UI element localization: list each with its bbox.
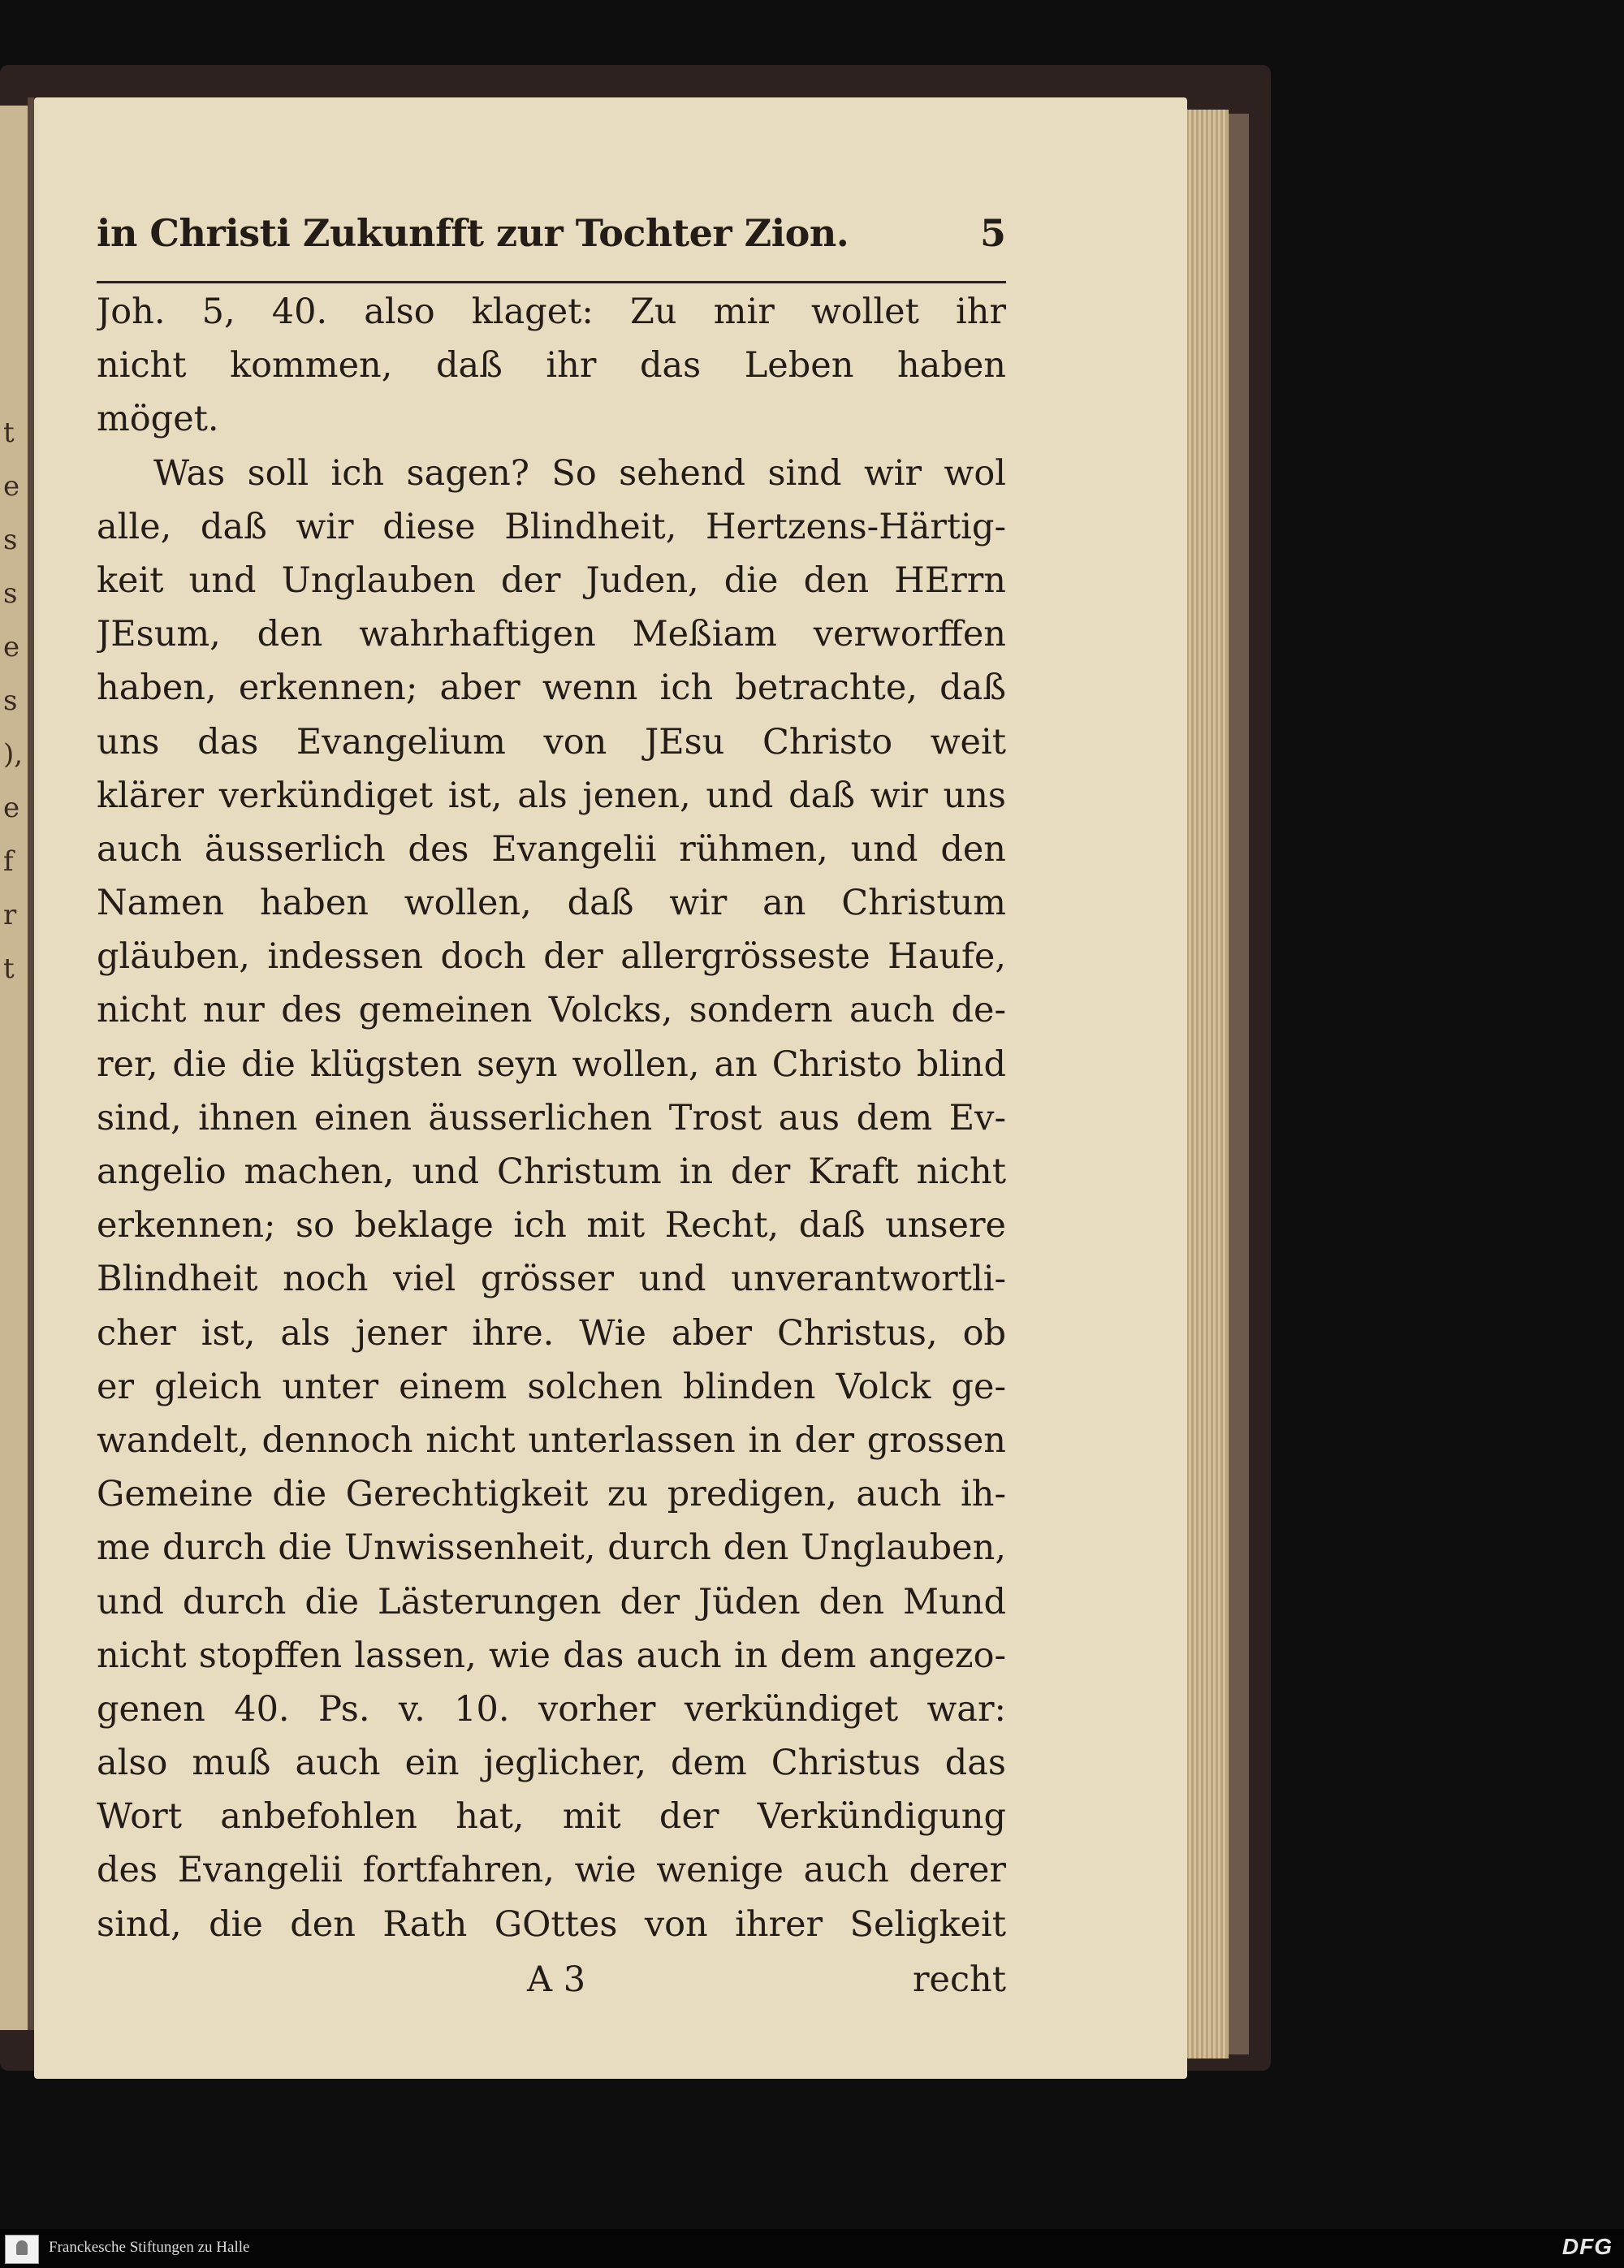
text-line: und durch die Lästerungen der Jüden den Mund [97, 1581, 1006, 1622]
text-line: nicht stopffen lassen, wie das auch in dem angezo- [97, 1635, 1006, 1676]
text-line: Joh. 5, 40. also klaget: Zu mir wollet ihr [97, 292, 1006, 332]
text-line: angelio machen, und Christum in der Kraft nicht [97, 1151, 1006, 1192]
left-page-edge [0, 106, 28, 2030]
text-line: nicht kommen, daß ihr das Leben haben [97, 345, 1006, 387]
left-fragment: e [3, 470, 20, 503]
running-head-title: in Christi Zukunfft zur Tochter Zion. [97, 211, 849, 255]
text-line: sind, die den Rath GOttes von ihrer Seligkeit [97, 1903, 1006, 1945]
left-fragment: t [3, 417, 15, 449]
text-line: Wort anbefohlen hat, mit der Verkündigung [97, 1796, 1006, 1838]
text-line: Namen haben wollen, daß wir an Christum [97, 883, 1006, 924]
head-rule [97, 281, 1006, 283]
text-line: wandelt, dennoch nicht unterlassen in der grossen [97, 1419, 1006, 1461]
text-line: JEsum, den wahrhaftigen Meßiam verworffen [97, 614, 1006, 655]
gutter [28, 97, 34, 2030]
text-line: haben, erkennen; aber wenn ich betrachte, daß [97, 667, 1006, 709]
page-footer [97, 1951, 1006, 2008]
signature-mark: A 3 [527, 1959, 586, 2000]
catchword: recht [912, 1959, 1006, 2000]
text-line: auch äusserlich des Evangelii rühmen, und den [97, 828, 1006, 870]
attribution-bar [0, 2229, 1624, 2268]
left-fragment: ), [3, 738, 24, 771]
text-line: er gleich unter einem solchen blinden Volck ge- [97, 1366, 1006, 1407]
text-line: Gemeine die Gerechtigkeit zu predigen, auch ih- [97, 1474, 1006, 1515]
left-fragment: s [3, 577, 18, 610]
body-text [97, 285, 1006, 1951]
text-line: keit und Unglauben der Juden, die den HErrn [97, 559, 1006, 601]
cover-edge [1229, 114, 1249, 2054]
text-block [97, 211, 1006, 2008]
text-line: Blindheit noch viel grösser und unverantwortli- [97, 1259, 1006, 1300]
text-line: sind, ihnen einen äusserlichen Trost aus dem Ev- [97, 1097, 1006, 1138]
left-fragment: f [3, 845, 14, 878]
text-line: klärer verkündiget ist, als jenen, und daß wir uns [97, 775, 1006, 816]
text-line: cher ist, als jener ihre. Wie aber Christus, ob [97, 1312, 1006, 1354]
text-line: nicht nur des gemeinen Volcks, sondern auch de- [97, 990, 1006, 1031]
left-fragment: r [3, 899, 17, 931]
dfg-logo: DFG [1561, 2234, 1613, 2259]
library-name: Franckesche Stiftungen zu Halle [49, 2239, 250, 2256]
left-fragment: e [3, 631, 20, 663]
text-line: alle, daß wir diese Blindheit, Hertzens-Härtig- [97, 506, 1006, 547]
running-head [97, 211, 1006, 274]
text-line: möget. [97, 399, 219, 440]
text-line: me durch die Unwissenheit, durch den Unglauben, [97, 1527, 1006, 1569]
text-line: rer, die die klügsten seyn wollen, an Christo blind [97, 1043, 1006, 1085]
book-page [34, 97, 1187, 2079]
left-page-fragments [3, 406, 24, 996]
library-crest-icon [5, 2235, 39, 2264]
text-line: also muß auch ein jeglicher, dem Christus das [97, 1743, 1006, 1784]
text-line: genen 40. Ps. v. 10. vorher verkündiget war: [97, 1688, 1006, 1730]
left-fragment: s [3, 685, 18, 717]
text-line: des Evangelii fortfahren, wie wenige auch derer [97, 1850, 1006, 1891]
left-fragment: e [3, 792, 20, 824]
text-line: erkennen; so beklage ich mit Recht, daß unsere [97, 1205, 1006, 1246]
page-number: 5 [979, 211, 1006, 255]
left-fragment: s [3, 524, 18, 556]
text-line: Was soll ich sagen? So sehend sind wir wol [153, 452, 1006, 494]
text-line: uns das Evangelium von JEsu Christo weit [97, 721, 1006, 762]
page-edges [1184, 110, 1229, 2058]
left-fragment: t [3, 953, 15, 985]
text-line: gläuben, indessen doch der allergrösseste Haufe, [97, 936, 1006, 978]
